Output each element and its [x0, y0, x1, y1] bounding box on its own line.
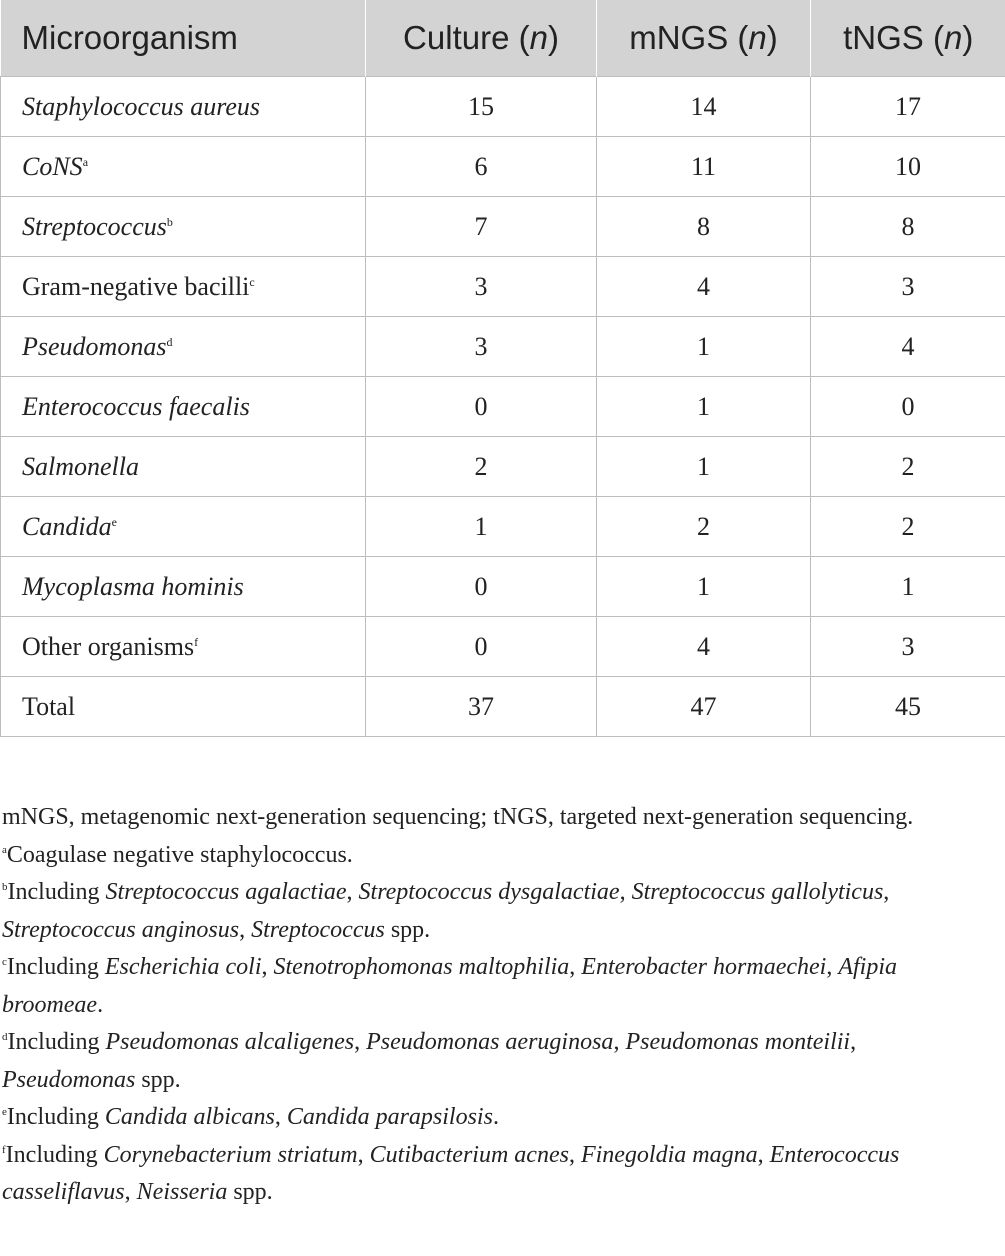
tngs-count-cell: 45	[811, 677, 1005, 737]
tngs-count-cell: 10	[811, 137, 1005, 197]
footnote-e	[2, 1099, 992, 1137]
footnote-text: ,	[357, 1141, 370, 1168]
footnote-text: .	[97, 991, 104, 1018]
organism-cell	[1, 197, 366, 257]
table-body	[1, 77, 1005, 737]
organism-cell	[1, 677, 366, 737]
footnote-mark: f	[2, 1143, 6, 1156]
footnote-mark: b	[2, 881, 8, 893]
organism-cell	[1, 497, 366, 557]
footnote-f	[2, 1137, 992, 1212]
table-row	[1, 557, 1005, 617]
organism-name: Salmonella	[22, 451, 139, 481]
mngs-count-cell: 8	[597, 197, 811, 257]
species-name: Streptococcus	[251, 916, 385, 943]
table-row	[1, 677, 1005, 737]
footnote-marker: e	[111, 514, 117, 529]
footnote-text: Coagulase negative staphylococcus.	[6, 841, 353, 868]
organism-name: Other organisms	[22, 631, 195, 661]
table-row	[1, 437, 1005, 497]
organism-cell	[1, 377, 366, 437]
footnote-marker: d	[166, 334, 173, 349]
tngs-count-cell: 2	[811, 497, 1005, 557]
organism-name: Gram-negative bacilli	[22, 271, 250, 301]
footnote-abbreviations: mNGS, metagenomic next-generation sequencing; tNGS, targeted next-generation sequencing.	[2, 804, 914, 830]
mngs-count-cell: 1	[597, 437, 811, 497]
organism-name: Pseudomonas	[22, 331, 167, 361]
footnote-text: ,	[261, 954, 274, 980]
species-name: Pseudomonas	[2, 1066, 136, 1093]
culture-count-cell: 0	[366, 557, 597, 617]
table-row	[1, 257, 1005, 317]
species-name: Stenotrophomonas maltophilia	[273, 954, 570, 980]
footnote-text: ,	[883, 879, 890, 905]
species-name: Candida albicans	[104, 1104, 275, 1130]
footnote-text: ,	[850, 1029, 857, 1055]
organism-cell	[1, 77, 366, 137]
footnote-text: spp.	[384, 916, 431, 943]
footnote-c	[2, 949, 992, 1024]
mngs-count-cell: 4	[597, 257, 811, 317]
footnote-marker: a	[82, 154, 89, 169]
culture-count-cell: 0	[366, 617, 597, 677]
tngs-count-cell: 3	[811, 617, 1005, 677]
culture-count-cell: 15	[366, 77, 597, 137]
species-name: Finegoldia magna	[580, 1141, 758, 1168]
header-mngs: mNGS (n)	[597, 0, 811, 77]
organism-cell	[1, 557, 366, 617]
culture-count-cell: 3	[366, 257, 597, 317]
species-name: Escherichia coli	[104, 954, 262, 980]
footnote-a	[2, 837, 992, 875]
species-name: Pseudomonas aeruginosa	[366, 1029, 614, 1055]
culture-count-cell: 2	[366, 437, 597, 497]
culture-count-cell: 6	[366, 137, 597, 197]
table-row	[1, 137, 1005, 197]
footnote-text: ,	[757, 1141, 770, 1168]
footnote-text: ,	[354, 1029, 367, 1055]
footnote-b	[2, 874, 992, 949]
species-name: Pseudomonas monteilii	[625, 1029, 851, 1055]
organism-cell	[1, 137, 366, 197]
organism-cell	[1, 617, 366, 677]
footnote-text: ,	[124, 1179, 137, 1205]
footnote-text: ,	[826, 954, 839, 980]
species-name: Pseudomonas alcaligenes	[105, 1029, 355, 1055]
organism-name: CoNS	[22, 151, 83, 181]
footnote-text: spp.	[135, 1066, 181, 1093]
culture-count-cell: 1	[366, 497, 597, 557]
table-row	[1, 497, 1005, 557]
mngs-count-cell: 4	[597, 617, 811, 677]
organism-name: Streptococcus	[22, 211, 167, 241]
species-name: Neisseria	[136, 1179, 228, 1205]
organism-name: Candida	[22, 511, 112, 541]
mngs-count-cell: 1	[597, 557, 811, 617]
mngs-count-cell: 11	[597, 137, 811, 197]
species-name: Enterobacter hormaechei	[581, 954, 827, 980]
mngs-count-cell: 1	[597, 377, 811, 437]
species-name: Candida parapsilosis	[286, 1104, 493, 1130]
footnote-marker: f	[194, 634, 199, 649]
species-name: Cutibacterium acnes	[369, 1141, 569, 1168]
mngs-count-cell: 1	[597, 317, 811, 377]
footnote-list	[2, 837, 992, 1212]
footnote-text: Including	[5, 1141, 104, 1168]
footnote-text: Including	[6, 1104, 105, 1130]
footnote-text: ,	[239, 916, 252, 943]
organism-name: Enterococcus faecalis	[22, 391, 250, 421]
footnote-mark: c	[2, 956, 7, 968]
species-name: Corynebacterium striatum	[103, 1141, 358, 1168]
organism-name: Mycoplasma hominis	[22, 571, 244, 601]
table-header-row	[1, 0, 1005, 77]
organism-cell	[1, 317, 366, 377]
organism-cell	[1, 257, 366, 317]
species-name: Afipia broomeae	[2, 954, 897, 1018]
footnote-text: ,	[613, 1029, 626, 1055]
footnote-marker: c	[249, 274, 255, 289]
culture-count-cell: 3	[366, 317, 597, 377]
footnote-mark: d	[2, 1031, 8, 1043]
footnote-text: ,	[346, 879, 359, 905]
organism-name: Staphylococcus aureus	[22, 91, 261, 121]
tngs-count-cell: 4	[811, 317, 1005, 377]
footnote-mark: e	[2, 1106, 7, 1118]
species-name: Streptococcus dysgalactiae	[358, 879, 620, 905]
culture-count-cell: 7	[366, 197, 597, 257]
tngs-count-cell: 3	[811, 257, 1005, 317]
mngs-count-cell: 14	[597, 77, 811, 137]
table-row	[1, 197, 1005, 257]
species-name: Enterococcus casseliflavus	[2, 1141, 900, 1205]
header-microorganism: Microorganism	[1, 0, 366, 77]
organism-name: Total	[22, 691, 76, 721]
header-tngs: tNGS (n)	[811, 0, 1005, 77]
table-row	[1, 77, 1005, 137]
mngs-count-cell: 2	[597, 497, 811, 557]
footnote-text: Including	[6, 954, 105, 980]
footnote-text: ,	[569, 954, 582, 980]
footnote-text: Including	[7, 879, 106, 905]
table-row	[1, 317, 1005, 377]
tngs-count-cell: 1	[811, 557, 1005, 617]
mngs-count-cell: 47	[597, 677, 811, 737]
organism-cell	[1, 437, 366, 497]
footnote-text: .	[492, 1104, 499, 1130]
table-row	[1, 617, 1005, 677]
species-name: Streptococcus agalactiae	[105, 879, 347, 905]
footnote-text: ,	[568, 1141, 581, 1168]
tngs-count-cell: 0	[811, 377, 1005, 437]
footnote-text: ,	[274, 1104, 287, 1130]
footnote-text: ,	[619, 879, 632, 905]
header-culture: Culture (n)	[366, 0, 597, 77]
footnote-marker: b	[166, 214, 173, 229]
footnote-d	[2, 1024, 992, 1099]
table-footnotes	[2, 799, 992, 1212]
footnote-text: Including	[7, 1029, 106, 1055]
tngs-count-cell: 8	[811, 197, 1005, 257]
footnote-mark: a	[2, 843, 7, 856]
tngs-count-cell: 2	[811, 437, 1005, 497]
footnote-text: spp.	[227, 1179, 273, 1205]
tngs-count-cell: 17	[811, 77, 1005, 137]
species-name: Streptococcus gallolyticus	[631, 879, 884, 905]
table-row	[1, 377, 1005, 437]
species-name: Streptococcus anginosus	[2, 916, 240, 943]
culture-count-cell: 0	[366, 377, 597, 437]
culture-count-cell: 37	[366, 677, 597, 737]
